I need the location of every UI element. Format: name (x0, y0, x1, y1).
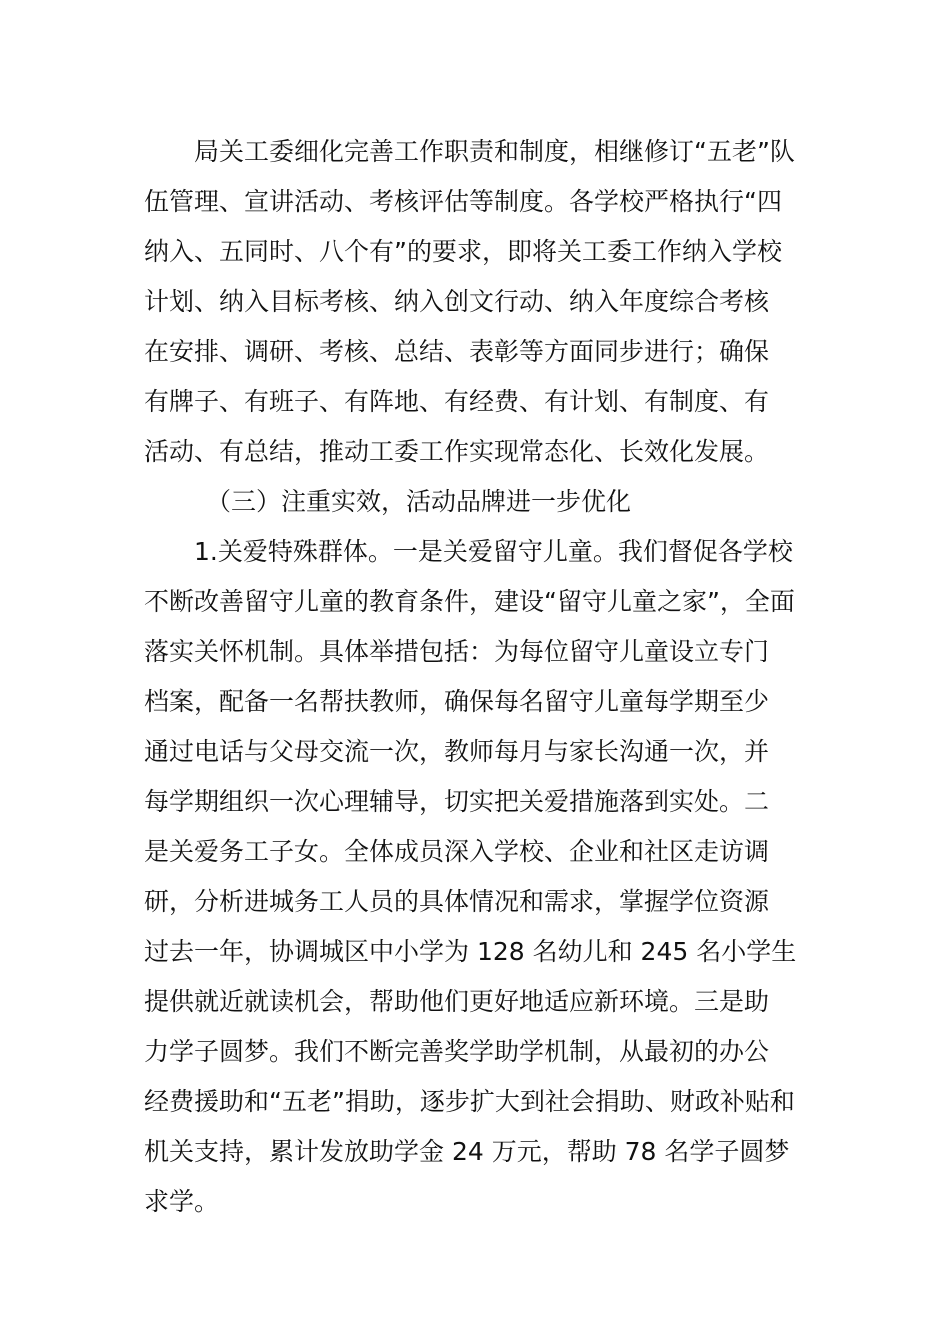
text-line: 计划、纳入目标考核、纳入创文行动、纳入年度综合考核 (144, 287, 770, 316)
text-line: 局关工委细化完善工作职责和制度，相继修订“五老”队 (194, 137, 795, 166)
text-line: 有牌子、有班子、有阵地、有经费、有计划、有制度、有 (144, 387, 770, 416)
text-line: 通过电话与父母交流一次，教师每月与家长沟通一次，并 (144, 737, 770, 766)
document-body (144, 127, 812, 1227)
paragraph-work-system (144, 127, 812, 477)
text-line: 活动、有总结，推动工委工作实现常态化、长效化发展。 (144, 437, 770, 466)
text-line: 1.关爱特殊群体。一是关爱留守儿童。我们督促各学校 (194, 537, 793, 566)
text-line: 提供就近就读机会，帮助他们更好地适应新环境。三是助 (144, 987, 770, 1016)
text-line: 在安排、调研、考核、总结、表彰等方面同步进行；确保 (144, 337, 770, 366)
text-line: 研，分析进城务工人员的具体情况和需求，掌握学位资源 (144, 887, 770, 916)
text-line: 求学。 (144, 1187, 220, 1216)
section-heading-text: （三）注重实效，活动品牌进一步优化 (206, 487, 632, 516)
paragraph-care-groups (144, 527, 812, 1227)
text-line: 伍管理、宣讲活动、考核评估等制度。各学校严格执行“四 (144, 187, 782, 216)
text-line: 纳入、五同时、八个有”的要求，即将关工委工作纳入学校 (144, 237, 782, 266)
section-heading (144, 477, 812, 527)
text-line: 每学期组织一次心理辅导，切实把关爱措施落到实处。二 (144, 787, 770, 816)
text-line: 过去一年，协调城区中小学为 128 名幼儿和 245 名小学生 (144, 937, 797, 966)
text-line: 经费援助和“五老”捐助，逐步扩大到社会捐助、财政补贴和 (144, 1087, 795, 1116)
text-line: 档案，配备一名帮扶教师，确保每名留守儿童每学期至少 (144, 687, 770, 716)
text-line: 机关支持，累计发放助学金 24 万元，帮助 78 名学子圆梦 (144, 1137, 790, 1166)
text-line: 不断改善留守儿童的教育条件，建设“留守儿童之家”，全面 (144, 587, 795, 616)
text-line: 落实关怀机制。具体举措包括：为每位留守儿童设立专门 (144, 637, 770, 666)
text-line: 是关爱务工子女。全体成员深入学校、企业和社区走访调 (144, 837, 770, 866)
text-line: 力学子圆梦。我们不断完善奖学助学机制，从最初的办公 (144, 1037, 770, 1066)
